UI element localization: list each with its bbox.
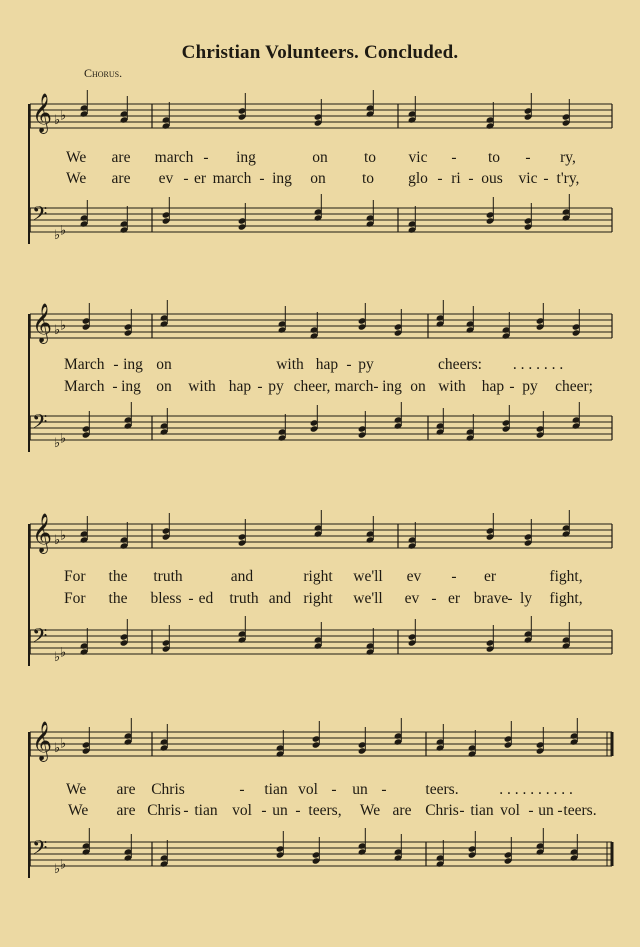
lyric-syllable: we'll bbox=[353, 568, 383, 585]
lyric-syllable: bless bbox=[150, 590, 182, 607]
lyric-syllable: with bbox=[438, 378, 466, 395]
lyric-syllable: are bbox=[392, 802, 412, 819]
music-system-2 bbox=[0, 298, 640, 468]
lyric-syllable: with bbox=[188, 378, 216, 395]
lyric-line-verse-2 bbox=[0, 170, 640, 190]
lyric-syllable: For bbox=[64, 568, 86, 585]
lyric-syllable: fight, bbox=[549, 590, 583, 607]
flat-icon: ♭ bbox=[60, 736, 67, 752]
lyric-syllable: hap bbox=[481, 378, 505, 395]
lyric-syllable: - bbox=[259, 170, 265, 187]
lyric-syllable: - bbox=[459, 802, 465, 819]
lyric-syllable: t'ry, bbox=[556, 170, 580, 187]
lyric-syllable: teers. bbox=[425, 781, 459, 798]
lyric-syllable: - bbox=[468, 170, 474, 187]
lyric-syllable: - bbox=[113, 356, 119, 373]
lyric-syllable: ing bbox=[123, 356, 143, 373]
lyric-syllable: - bbox=[188, 590, 194, 607]
lyric-syllable: tian bbox=[470, 802, 494, 819]
lyric-syllable: ev bbox=[404, 590, 420, 607]
lyric-syllable: ri bbox=[451, 170, 461, 187]
lyric-syllable: hap bbox=[228, 378, 252, 395]
page-title: Christian Volunteers. Concluded. bbox=[181, 42, 459, 63]
lyric-syllable: ed bbox=[198, 590, 214, 607]
music-system-4 bbox=[0, 714, 640, 904]
flat-icon: ♭ bbox=[54, 113, 61, 128]
lyric-syllable: vol bbox=[298, 781, 318, 798]
lyric-syllable: py bbox=[522, 378, 538, 395]
lyric-line-verse-1 bbox=[0, 356, 640, 376]
lyric-syllable: - bbox=[257, 378, 263, 395]
lyric-syllable: . . . . . . . . . . bbox=[499, 781, 573, 798]
lyric-syllable: cheer, bbox=[293, 378, 331, 395]
flat-icon: ♭ bbox=[60, 431, 67, 447]
lyric-syllable: ing bbox=[272, 170, 292, 187]
flat-icon: ♭ bbox=[54, 650, 61, 665]
lyric-syllable: Chris bbox=[151, 781, 185, 798]
lyric-syllable: truth bbox=[229, 590, 259, 607]
bass-clef-icon: 𝄢 bbox=[32, 624, 48, 652]
lyric-syllable: - bbox=[431, 590, 437, 607]
lyric-line-verse-1 bbox=[0, 781, 640, 801]
lyric-syllable: glo bbox=[408, 170, 428, 187]
lyric-syllable: are bbox=[111, 149, 131, 166]
treble-clef-icon: 𝄞 bbox=[32, 513, 53, 553]
lyric-syllable: cheers: bbox=[438, 356, 482, 373]
lyric-syllable: with bbox=[276, 356, 304, 373]
lyric-line-verse-2 bbox=[0, 802, 640, 822]
lyric-syllable: un bbox=[538, 802, 554, 819]
lyric-syllable: the bbox=[108, 568, 128, 585]
flat-icon: ♭ bbox=[54, 323, 61, 338]
lyric-syllable: vic bbox=[518, 170, 538, 187]
lyric-syllable: - bbox=[451, 568, 457, 585]
lyric-syllable: - bbox=[346, 356, 352, 373]
lyric-syllable: - bbox=[528, 802, 534, 819]
lyric-syllable: er bbox=[193, 170, 207, 187]
bass-clef-icon: 𝄢 bbox=[32, 410, 48, 438]
flat-icon: ♭ bbox=[60, 223, 67, 239]
flat-icon: ♭ bbox=[60, 857, 67, 873]
lyric-syllable: ev bbox=[158, 170, 174, 187]
music-system-3 bbox=[0, 508, 640, 678]
treble-clef-icon: 𝄞 bbox=[32, 93, 53, 133]
flat-icon: ♭ bbox=[60, 528, 67, 544]
bass-clef-icon: 𝄢 bbox=[32, 836, 48, 864]
lyric-syllable: - bbox=[331, 781, 337, 798]
flat-icon: ♭ bbox=[60, 318, 67, 334]
lyric-line-verse-2 bbox=[0, 590, 640, 610]
lyric-syllable: on bbox=[312, 149, 328, 166]
lyric-syllable: Chris bbox=[147, 802, 181, 819]
lyric-syllable: March bbox=[64, 378, 105, 395]
lyric-syllable: march bbox=[212, 170, 252, 187]
lyric-syllable: py bbox=[358, 356, 374, 373]
lyric-syllable: er bbox=[483, 568, 497, 585]
flat-icon: ♭ bbox=[54, 533, 61, 548]
lyric-line-verse-2 bbox=[0, 378, 640, 398]
treble-clef-icon: 𝄞 bbox=[32, 303, 53, 343]
section-label: Chorus. bbox=[84, 66, 123, 80]
lyric-syllable: fight, bbox=[549, 568, 583, 585]
lyric-syllable: on bbox=[310, 170, 326, 187]
lyric-syllable: - bbox=[183, 170, 189, 187]
lyric-syllable: right bbox=[303, 568, 333, 585]
lyric-syllable: We bbox=[66, 149, 87, 166]
lyric-syllable: ry, bbox=[560, 149, 576, 166]
lyric-syllable: un bbox=[272, 802, 288, 819]
lyric-syllable: - bbox=[295, 802, 301, 819]
lyric-syllable: For bbox=[64, 590, 86, 607]
lyric-syllable: brave bbox=[473, 590, 509, 607]
lyric-syllable: to bbox=[363, 149, 377, 166]
lyric-syllable: - bbox=[261, 802, 267, 819]
lyric-syllable: Chris bbox=[425, 802, 459, 819]
lyric-syllable: py bbox=[268, 378, 284, 395]
lyric-syllable: the bbox=[108, 590, 128, 607]
lyric-syllable: March bbox=[64, 356, 105, 373]
lyric-syllable: We bbox=[66, 170, 87, 187]
lyric-syllable: . . . . . . . bbox=[512, 356, 564, 373]
lyric-syllable: ous bbox=[481, 170, 503, 187]
lyric-syllable: march bbox=[154, 149, 194, 166]
lyric-syllable: are bbox=[116, 802, 136, 819]
lyric-syllable: We bbox=[68, 802, 89, 819]
lyric-syllable: on bbox=[156, 378, 172, 395]
music-system-1 bbox=[0, 90, 640, 260]
lyric-syllable: and bbox=[230, 568, 254, 585]
lyric-syllable: are bbox=[116, 781, 136, 798]
lyric-syllable: ing bbox=[382, 378, 402, 395]
treble-clef-icon: 𝄞 bbox=[32, 721, 53, 761]
lyric-syllable: We bbox=[66, 781, 87, 798]
lyric-syllable: to bbox=[487, 149, 501, 166]
lyric-syllable: tian bbox=[264, 781, 288, 798]
flat-icon: ♭ bbox=[54, 436, 61, 451]
lyric-syllable: vic bbox=[408, 149, 428, 166]
flat-icon: ♭ bbox=[54, 228, 61, 243]
lyric-syllable: - bbox=[239, 781, 245, 798]
lyric-syllable: ing bbox=[236, 149, 256, 166]
lyric-syllable: truth bbox=[153, 568, 183, 585]
flat-icon: ♭ bbox=[60, 645, 67, 661]
lyric-syllable: - bbox=[381, 781, 387, 798]
lyric-line-verse-1 bbox=[0, 149, 640, 169]
lyric-syllable: - bbox=[525, 149, 531, 166]
lyric-syllable: march bbox=[334, 378, 374, 395]
lyric-syllable: - bbox=[183, 802, 189, 819]
lyric-syllable: are bbox=[111, 170, 131, 187]
lyric-syllable: - bbox=[509, 378, 515, 395]
lyric-syllable: We bbox=[359, 802, 381, 819]
lyric-syllable: ly bbox=[519, 590, 533, 607]
lyric-syllable: and bbox=[268, 590, 292, 607]
lyric-syllable: un bbox=[352, 781, 368, 798]
lyric-syllable: - bbox=[112, 378, 118, 395]
lyric-syllable: cheer; bbox=[555, 378, 593, 395]
lyric-syllable: - bbox=[507, 590, 513, 607]
lyric-syllable: on bbox=[156, 356, 172, 373]
lyric-syllable: - bbox=[543, 170, 549, 187]
flat-icon: ♭ bbox=[54, 862, 61, 877]
lyric-syllable: tian bbox=[194, 802, 218, 819]
lyric-syllable: teers, bbox=[308, 802, 342, 819]
lyric-syllable: - bbox=[203, 149, 209, 166]
lyric-syllable: hap bbox=[315, 356, 339, 373]
lyric-syllable: - bbox=[451, 149, 457, 166]
lyric-syllable: ing bbox=[121, 378, 141, 395]
lyric-syllable: on bbox=[410, 378, 426, 395]
lyric-syllable: - bbox=[437, 170, 443, 187]
flat-icon: ♭ bbox=[60, 108, 67, 124]
lyric-syllable: to bbox=[361, 170, 375, 187]
lyric-syllable: - bbox=[557, 802, 563, 819]
lyric-syllable: vol bbox=[500, 802, 520, 819]
lyric-syllable: ev bbox=[406, 568, 422, 585]
lyric-syllable: we'll bbox=[353, 590, 383, 607]
lyric-syllable: right bbox=[303, 590, 333, 607]
bass-clef-icon: 𝄢 bbox=[32, 202, 48, 230]
lyric-line-verse-1 bbox=[0, 568, 640, 588]
lyric-syllable: er bbox=[447, 590, 461, 607]
lyric-syllable: teers. bbox=[563, 802, 597, 819]
flat-icon: ♭ bbox=[54, 741, 61, 756]
lyric-syllable: vol bbox=[232, 802, 252, 819]
lyric-syllable: - bbox=[373, 378, 379, 395]
